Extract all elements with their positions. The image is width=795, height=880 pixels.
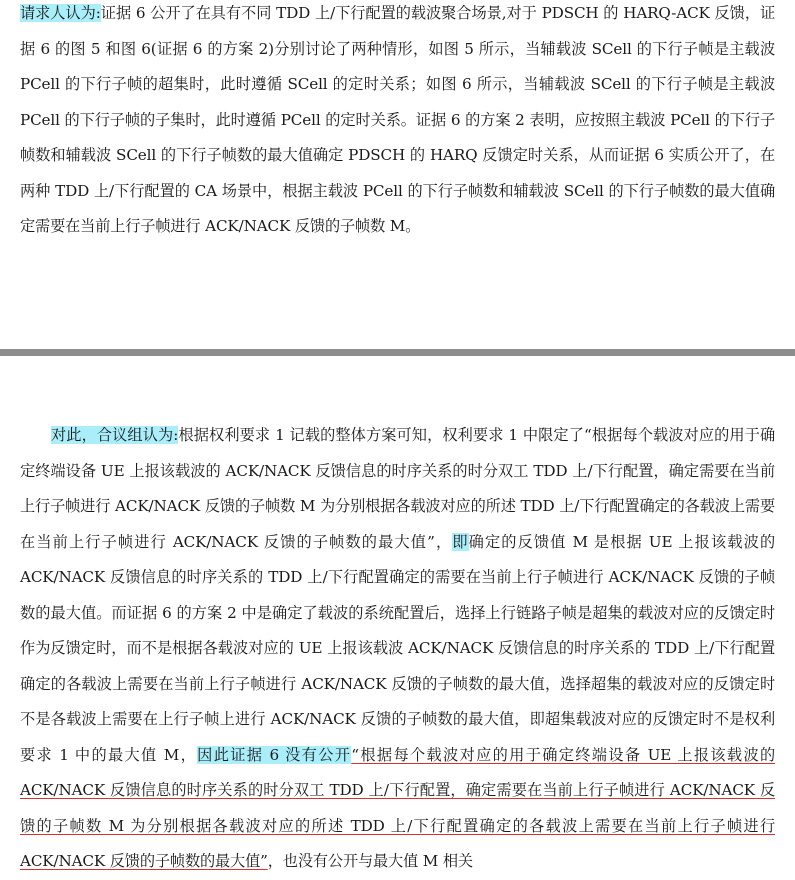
panel-opinion-text-2: 确定的反馈值 M 是根据 UE 上报该载波的 ACK/NACK 反馈信息的时序关系的 TDD 上/下行配置确定的需要在当前上行子帧进行 ACK/NACK 反馈的子帧数的最大值。而证据 6 的方案 2 中是确定了载波的系统配置后，选择上行链路子帧是超集的载波对应的反馈定时作为反馈定时，而不是根据各载波对应的 UE 上报该载波 ACK/NACK 反馈信息的时序关系的 TDD 上/下行配置确定的各载波上需要在当前上行子帧进行 ACK/NACK 反馈的子帧数的最大值，选择超集的载波对应的反馈定时不是各载波上需要在上行子帧上进行 ACK/NACK 反馈的子帧数的最大值，即超集载波对应的反馈定时不是权利要求 1 中的最大值 M， [20,532,775,764]
requester-opinion-paragraph [20,0,775,245]
marked-char-highlight: 即 [452,532,469,551]
panel-opinion-paragraph [20,418,775,880]
panel-label-highlight: 对此，合议组认为: [51,426,179,444]
section-divider [0,349,795,356]
requester-opinion-text: 证据 6 公开了在具有不同 TDD 上/下行配置的载波聚合场景,对于 PDSCH 的 HARQ-ACK 反馈，证据 6 的图 5 和图 6(证据 6 的方案 2)分别讨论了两种情形，如图 5 所示，当辅载波 SCell 的下行子帧是主载波 PCell 的下行子帧的超集时，此时遵循 SCell 的定时关系；如图 6 所示，当辅载波 SCell 的下行子帧是主载波 PCell 的下行子帧的子集时，此时遵循 PCell 的定时关系。证据 6 的方案 2 表明，应按照主载波 PCell 的下行子帧数和辅载波 SCell 的下行子帧数的最大值确定 PDSCH 的 HARQ 反馈定时关系，从而证据 6 实质公开了，在两种 TDD 上/下行配置的 CA 场景中，根据主载波 PCell 的下行子帧数和辅载波 SCell 的下行子帧数的最大值确定需要在当前上行子帧进行 ACK/NACK 反馈的子帧数 M。 [20,4,776,235]
conclusion-highlight: 因此证据 6 没有公开 [197,745,352,764]
panel-opinion-text-1: 根据权利要求 1 记载的整体方案可知，权利要求 1 中限定了“根据每个载波对应的用于确定终端设备 UE 上报该载波的 ACK/NACK 反馈信息的时序关系的时分双工 TDD 上/下行配置，确定需要在当前上行子帧进行 ACK/NACK 反馈的子帧数 M 为分别根据各载波对应的所述 TDD 上/下行配置确定的各载波上需要在当前上行子帧进行 ACK/NACK 反馈的子帧数的最大值”， [20,426,775,551]
panel-opinion-tail: ，也没有公开与最大值 M 相关 [267,852,473,870]
requester-label-highlight: 请求人认为: [20,4,101,22]
conclusion-underlined-text: “根据每个载波对应的用于确定终端设备 UE 上报该载波的 ACK/NACK 反馈信息的时序关系的时分双工 TDD 上/下行配置，确定需要在当前上行子帧进行 ACK/NACK 反馈的子帧数 M 为分别根据各载波对应的所述 TDD 上/下行配置确定的各载波上需要在当前上行子帧进行 ACK/NACK 反馈的子帧数的最大值” [20,745,776,870]
